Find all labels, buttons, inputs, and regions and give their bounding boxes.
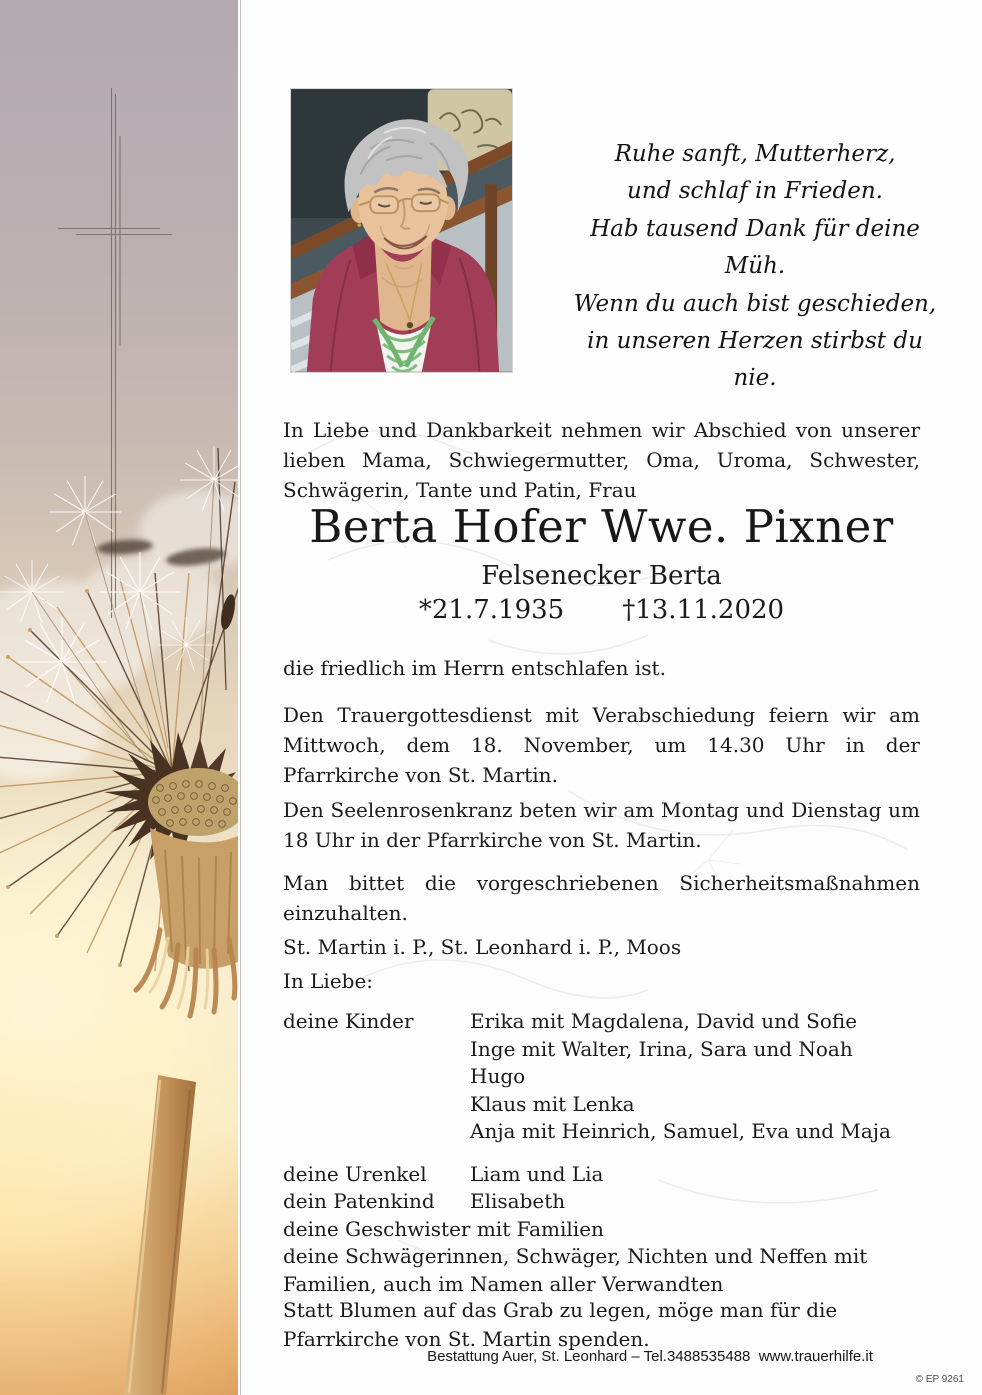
child-line: Erika mit Magdalena, David und Sofie: [470, 1009, 858, 1033]
poem-line: Ruhe sanft, Mutterherz,: [614, 141, 896, 167]
poem-line: in unseren Herzen stirbst du nie.: [587, 328, 923, 392]
funeral-home-contact: Bestattung Auer, St. Leonhard – Tel.3488535488 www.trauerhilfe.it: [427, 1348, 873, 1365]
funeral-service-paragraph: Den Trauergottesdienst mit Verabschiedung feiern wir am Mittwoch, dem 18. November, um 14.30 Uhr in der Pfarrkirche von St. Martin.: [283, 703, 920, 787]
passed-away-line: die friedlich im Herrn entschlafen ist.: [283, 656, 666, 680]
memorial-poem: [565, 136, 945, 398]
poem-line: Wenn du auch bist geschieden,: [573, 290, 937, 317]
sunset-dandelion-illustration: [0, 0, 238, 1395]
safety-measures-paragraph: Man bittet die vorgeschriebenen Sicherheitsmaßnahmen einzuhalten.: [283, 871, 920, 925]
child-line: Anja mit Heinrich, Samuel, Eva und Maja: [470, 1119, 891, 1143]
donation-request-paragraph: Statt Blumen auf das Grab zu legen, möge man für die Pfarrkirche von St. Martin spenden.: [283, 1298, 838, 1351]
great-grandchildren-names: Liam und Lia: [470, 1162, 604, 1186]
poem-line: Hab tausend Dank für deine Müh.: [590, 215, 920, 280]
death-date: †13.11.2020: [622, 595, 785, 625]
portrait-illustration: [291, 89, 512, 372]
child-line: Hugo: [470, 1064, 526, 1088]
intro-paragraph: In Liebe und Dankbarkeit nehmen wir Abschied von unserer lieben Mama, Schwiegermutter, Oma, Uroma, Schwester, Schwägerin, Tante und Patin, Frau: [283, 418, 920, 502]
godchild-label: dein Patenkind: [283, 1189, 435, 1213]
children-label: deine Kinder: [283, 1009, 414, 1033]
great-grandchildren-label: deine Urenkel: [283, 1162, 427, 1186]
panel-separator-line: [240, 0, 241, 1395]
family-great-grandchildren-row: [283, 1161, 920, 1189]
deceased-name: Berta Hofer Wwe. Pixner: [309, 500, 894, 553]
print-code: © EP 9261: [915, 1374, 964, 1385]
life-dates: [283, 594, 920, 626]
family-siblings-row: deine Geschwister mit Familien: [283, 1217, 604, 1241]
family-children-row: [283, 1008, 920, 1146]
rosary-paragraph: Den Seelenrosenkranz beten wir am Montag und Dienstag um 18 Uhr in der Pfarrkirche von St. Martin.: [283, 798, 920, 852]
left-panel-artwork: [0, 0, 238, 1395]
godchild-name: Elisabeth: [470, 1189, 566, 1213]
family-in-laws-row: deine Schwägerinnen, Schwäger, Nichten und Neffen mit Familien, auch im Namen aller Verwandten: [283, 1244, 868, 1296]
portrait-photo: [290, 88, 513, 373]
child-line: Klaus mit Lenka: [470, 1091, 635, 1116]
child-line: Inge mit Walter, Irina, Sara und Noah: [470, 1036, 853, 1061]
places-line: St. Martin i. P., St. Leonhard i. P., Moos: [283, 935, 682, 959]
family-godchild-row: [283, 1188, 920, 1216]
birth-date: *21.7.1935: [418, 595, 565, 625]
deceased-vulgo-name: Felsenecker Berta: [481, 561, 722, 591]
in-love-line: In Liebe:: [283, 969, 374, 993]
children-names: [470, 1008, 920, 1146]
poem-line: und schlaf in Frieden.: [627, 178, 883, 205]
